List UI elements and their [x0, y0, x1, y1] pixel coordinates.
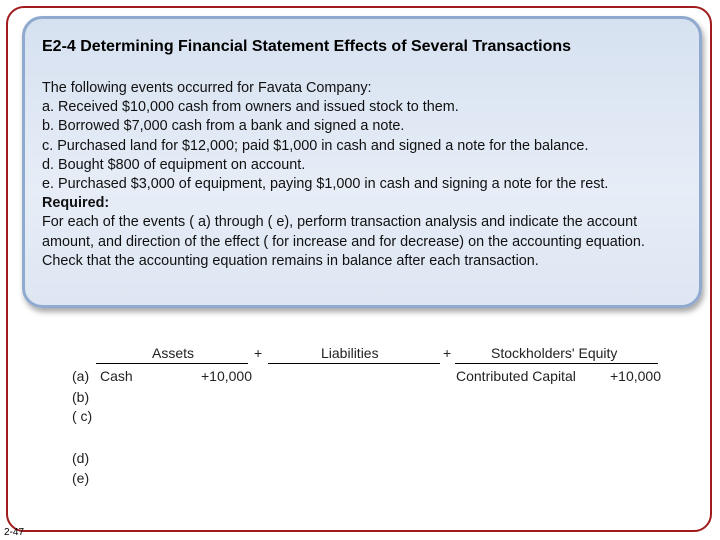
row-label-a: (a): [72, 368, 90, 384]
equity-account-a: Contributed Capital: [456, 368, 576, 384]
row-label-e: (e): [72, 470, 90, 486]
row-label-b: (b): [72, 389, 90, 405]
problem-title: E2-4 Determining Financial Statement Effects of Several Transactions: [42, 38, 572, 55]
equity-header: Stockholders' Equity: [491, 345, 618, 361]
event-d: d. Bought $800 of equipment on account.: [42, 156, 306, 173]
asset-amount-a: +10,000: [201, 368, 252, 384]
event-a: a. Received $10,000 cash from owners and issued stock to them.: [42, 99, 459, 116]
assets-rule: [96, 363, 248, 364]
problem-text: [42, 79, 682, 271]
liabilities-header: Liabilities: [321, 345, 379, 361]
event-c: c. Purchased land for $12,000; paid $1,000 in cash and signed a note for the balance.: [42, 137, 589, 154]
plus-sign-2: +: [443, 345, 452, 361]
event-e: e. Purchased $3,000 of equipment, paying $1,000 in cash and signing a note for the rest.: [42, 176, 609, 193]
assets-header: Assets: [152, 345, 195, 361]
required-label: Required:: [42, 195, 110, 212]
equity-amount-a: +10,000: [610, 368, 661, 384]
asset-account-a: Cash: [100, 368, 133, 384]
required-text: For each of the events ( a) through ( e), perform transaction analysis and indicate the account amount, and direction of the effect ( for increase and for decrease) on the accounting equation. Check that the accounting equation remains in balance after each transaction.: [42, 214, 645, 269]
event-b: b. Borrowed $7,000 cash from a bank and signed a note.: [42, 118, 405, 135]
row-label-d: (d): [72, 450, 90, 466]
intro-line: The following events occurred for Favata Company:: [42, 80, 372, 96]
liabilities-rule: [268, 363, 440, 364]
plus-sign-1: +: [254, 345, 263, 361]
slide-number: 2-47: [4, 527, 25, 538]
row-label-c: ( c): [72, 408, 93, 424]
equity-rule: [455, 363, 658, 364]
